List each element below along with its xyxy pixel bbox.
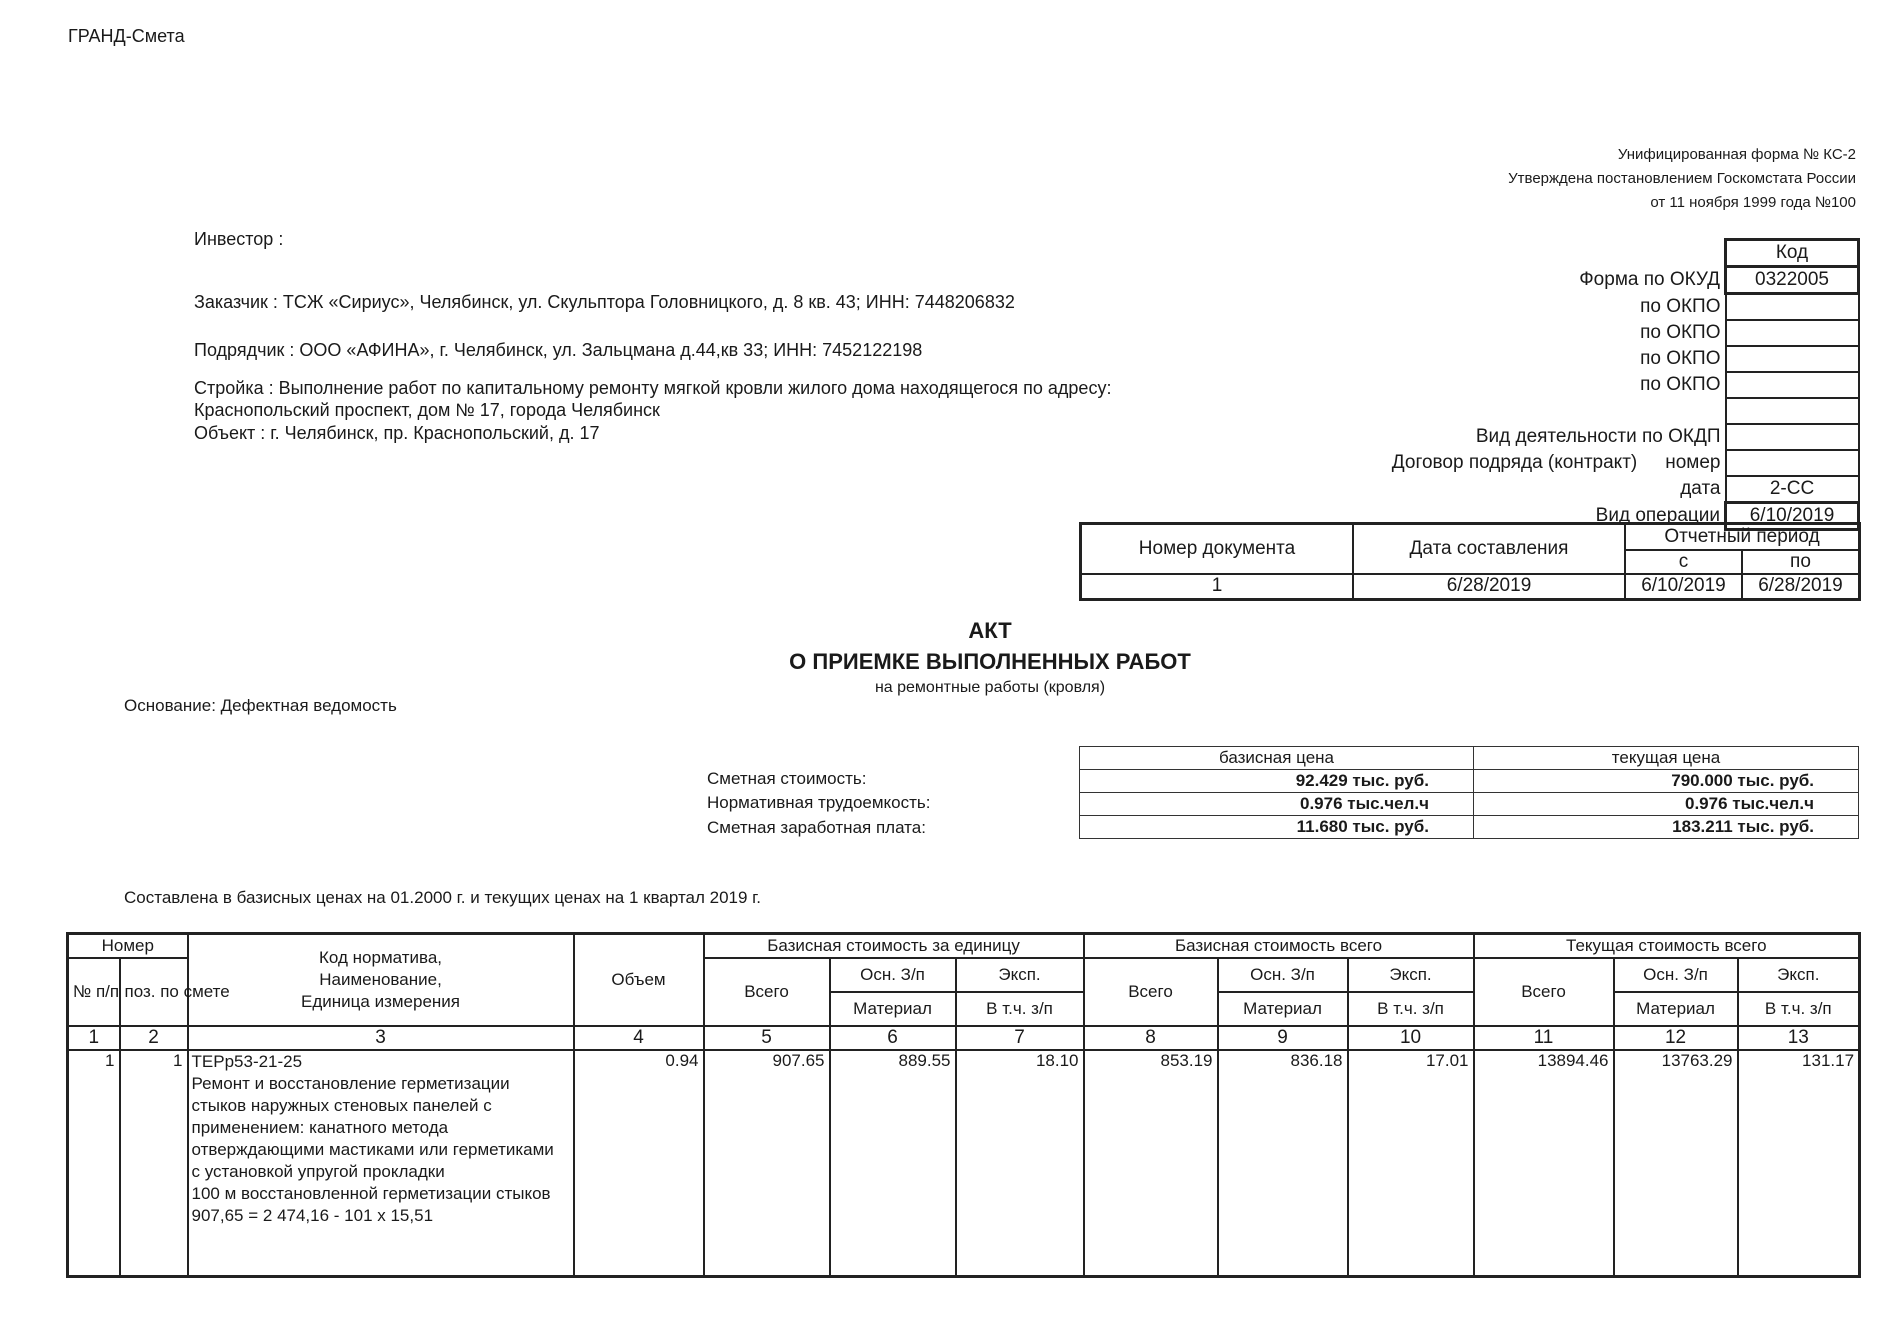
col-number-8: 8: [1084, 1026, 1218, 1050]
summary-label-1: Нормативная трудоемкость:: [707, 793, 931, 812]
okpo-value-1: [1726, 294, 1859, 321]
codes-table: [1388, 238, 1860, 531]
header-base-unit-total: Всего: [704, 958, 830, 1026]
summary-base-2: 11.680 тыс. руб.: [1080, 816, 1474, 839]
row-col-11: 13894.46: [1474, 1050, 1614, 1277]
okpo-value-3: [1726, 346, 1859, 372]
okpo-label-1: по ОКПО: [1640, 295, 1721, 317]
document-table: [1079, 522, 1861, 601]
header-base-unit-wage: Осн. З/п: [830, 958, 956, 992]
col-number-7: 7: [956, 1026, 1084, 1050]
col-number-9: 9: [1218, 1026, 1348, 1050]
doc-date-header: Дата составления: [1353, 524, 1625, 574]
object-line: Объект : г. Челябинск, пр. Краснопольский, д. 17: [194, 423, 600, 443]
col-number-10: 10: [1348, 1026, 1474, 1050]
okud-value: 0322005: [1726, 267, 1859, 294]
header-base-total-wage: Осн. З/п: [1218, 958, 1348, 992]
period-to-header: по: [1742, 550, 1860, 574]
header-pp: № п/п: [68, 958, 120, 1026]
operation-label: Вид операции: [1595, 505, 1720, 526]
header-pos: поз. по смете: [120, 958, 188, 1026]
row-desc-line-7: 907,65 = 2 474,16 - 101 x 15,51: [191, 1205, 434, 1225]
okpo-value-4: [1726, 372, 1859, 398]
period-to: 6/28/2019: [1742, 574, 1860, 600]
doc-number-header: Номер документа: [1081, 524, 1354, 574]
okdp-label: Вид деятельности по ОКДП: [1475, 426, 1721, 447]
summary-table: [1079, 746, 1859, 839]
header-base-total: Базисная стоимость всего: [1084, 934, 1474, 958]
header-code: Код норматива, Наименование, Единица измерения: [188, 934, 574, 1026]
act-subtitle: на ремонтные работы (кровля): [874, 679, 1106, 696]
summary-current-header: текущая цена: [1474, 747, 1859, 770]
col-number-4: 4: [574, 1026, 704, 1050]
col-number-5: 5: [704, 1026, 830, 1050]
date-label: дата: [1680, 478, 1721, 500]
row-desc-line-2: стыков наружных стеновых панелей с: [191, 1095, 492, 1115]
row-pos: 1: [120, 1050, 188, 1277]
row-col-7: 18.10: [956, 1050, 1084, 1277]
table-row: [68, 1050, 1860, 1277]
okpo-value-2: [1726, 320, 1859, 346]
okud-label: Форма по ОКУД: [1579, 269, 1720, 290]
header-base-total-material: Материал: [1218, 992, 1348, 1026]
header-volume: Объем: [574, 934, 704, 1026]
row-col-5: 907.65: [704, 1050, 830, 1277]
form-header-line2: Утверждена постановлением Госкомстата России: [1508, 170, 1856, 187]
customer-line: Заказчик : ТСЖ «Сириус», Челябинск, ул. Скульптора Головницкого, д. 8 кв. 43; ИНН: 7448206832: [194, 292, 1015, 312]
app-name: ГРАНД-Смета: [68, 26, 185, 46]
header-base-unit-incl: В т.ч. з/п: [956, 992, 1084, 1026]
row-volume: 0.94: [574, 1050, 704, 1277]
summary-base-1: 0.976 тыс.чел.ч: [1080, 793, 1474, 816]
number-value: [1726, 450, 1859, 476]
col-number-1: 1: [68, 1026, 120, 1050]
col-number-11: 11: [1474, 1026, 1614, 1050]
header-current-total-total: Всего: [1474, 958, 1614, 1026]
period-header: Отчетный период: [1625, 524, 1860, 550]
row-col-12: 13763.29: [1614, 1050, 1738, 1277]
summary-base-0: 92.429 тыс. руб.: [1080, 770, 1474, 793]
operation-value: 6/10/2019: [1726, 503, 1859, 530]
form-header-line3: от 11 ноября 1999 года №100: [1650, 194, 1856, 211]
date-value: 2-СС: [1726, 476, 1859, 503]
act-title-line2: О ПРИЕМКЕ ВЫПОЛНЕННЫХ РАБОТ: [789, 649, 1191, 674]
header-current-total-wage: Осн. З/п: [1614, 958, 1738, 992]
header-base-total-incl: В т.ч. з/п: [1348, 992, 1474, 1026]
header-current-total: Текущая стоимость всего: [1474, 934, 1860, 958]
okpo-label-4: по ОКПО: [1640, 374, 1721, 395]
header-current-total-exp: Эксп.: [1738, 958, 1860, 992]
form-header-line1: Унифицированная форма № КС-2: [1617, 146, 1856, 163]
contractor-line: Подрядчик : ООО «АФИНА», г. Челябинск, ул. Зальцмана д.44,кв 33; ИНН: 7452122198: [194, 340, 923, 360]
okpo-label-3: по ОКПО: [1640, 348, 1721, 369]
row-col-9: 836.18: [1218, 1050, 1348, 1277]
header-current-total-material: Материал: [1614, 992, 1738, 1026]
col-number-6: 6: [830, 1026, 956, 1050]
prices-note: Составлена в базисных ценах на 01.2000 г. и текущих ценах на 1 квартал 2019 г.: [124, 888, 762, 907]
doc-number: 1: [1081, 574, 1354, 600]
col-number-13: 13: [1738, 1026, 1860, 1050]
construction-line-1: Стройка : Выполнение работ по капитальному ремонту мягкой кровли жилого дома находящегося по адресу:: [194, 378, 1112, 398]
row-description: [188, 1050, 574, 1277]
row-desc-line-4: отверждающими мастиками или герметиками: [191, 1139, 554, 1159]
row-desc-line-3: применением: канатного метода: [191, 1117, 449, 1137]
contract-label: Договор подряда (контракт): [1391, 452, 1638, 473]
works-table: [66, 932, 1861, 1278]
act-title: АКТ: [968, 618, 1012, 643]
row-col-13: 131.17: [1738, 1050, 1860, 1277]
basis-line: Основание: Дефектная ведомость: [124, 696, 397, 715]
summary-current-2: 183.211 тыс. руб.: [1474, 816, 1859, 839]
summary-label-0: Сметная стоимость:: [707, 769, 867, 788]
number-label: номер: [1665, 452, 1721, 473]
row-code: ТЕРр53-21-25: [191, 1051, 303, 1071]
okpo-label-2: по ОКПО: [1640, 322, 1721, 343]
okdp-value: [1726, 424, 1859, 450]
codes-header: Код: [1726, 240, 1859, 267]
construction-line-2: Краснопольский проспект, дом № 17, города Челябинск: [194, 400, 660, 420]
header-base-total-exp: Эксп.: [1348, 958, 1474, 992]
header-base-total-total: Всего: [1084, 958, 1218, 1026]
row-col-8: 853.19: [1084, 1050, 1218, 1277]
summary-current-0: 790.000 тыс. руб.: [1474, 770, 1859, 793]
header-base-unit-exp: Эксп.: [956, 958, 1084, 992]
investor-label: Инвестор :: [194, 229, 284, 249]
summary-label-2: Сметная заработная плата:: [707, 818, 926, 837]
col-number-2: 2: [120, 1026, 188, 1050]
header-base-unit-material: Материал: [830, 992, 956, 1026]
col-number-3: 3: [188, 1026, 574, 1050]
row-desc-line-1: Ремонт и восстановление герметизации: [191, 1073, 510, 1093]
period-from: 6/10/2019: [1625, 574, 1742, 600]
summary-base-header: базисная цена: [1080, 747, 1474, 770]
period-from-header: с: [1625, 550, 1742, 574]
header-current-total-incl: В т.ч. з/п: [1738, 992, 1860, 1026]
header-number: Номер: [68, 934, 188, 958]
summary-current-1: 0.976 тыс.чел.ч: [1474, 793, 1859, 816]
row-desc-line-6: 100 м восстановленной герметизации стыков: [191, 1183, 551, 1203]
col-number-12: 12: [1614, 1026, 1738, 1050]
header-base-unit: Базисная стоимость за единицу: [704, 934, 1084, 958]
row-desc-line-5: с установкой упругой прокладки: [191, 1161, 445, 1181]
row-col-6: 889.55: [830, 1050, 956, 1277]
row-pp: 1: [68, 1050, 120, 1277]
empty-code-box: [1726, 398, 1859, 424]
row-col-10: 17.01: [1348, 1050, 1474, 1277]
doc-date: 6/28/2019: [1353, 574, 1625, 600]
